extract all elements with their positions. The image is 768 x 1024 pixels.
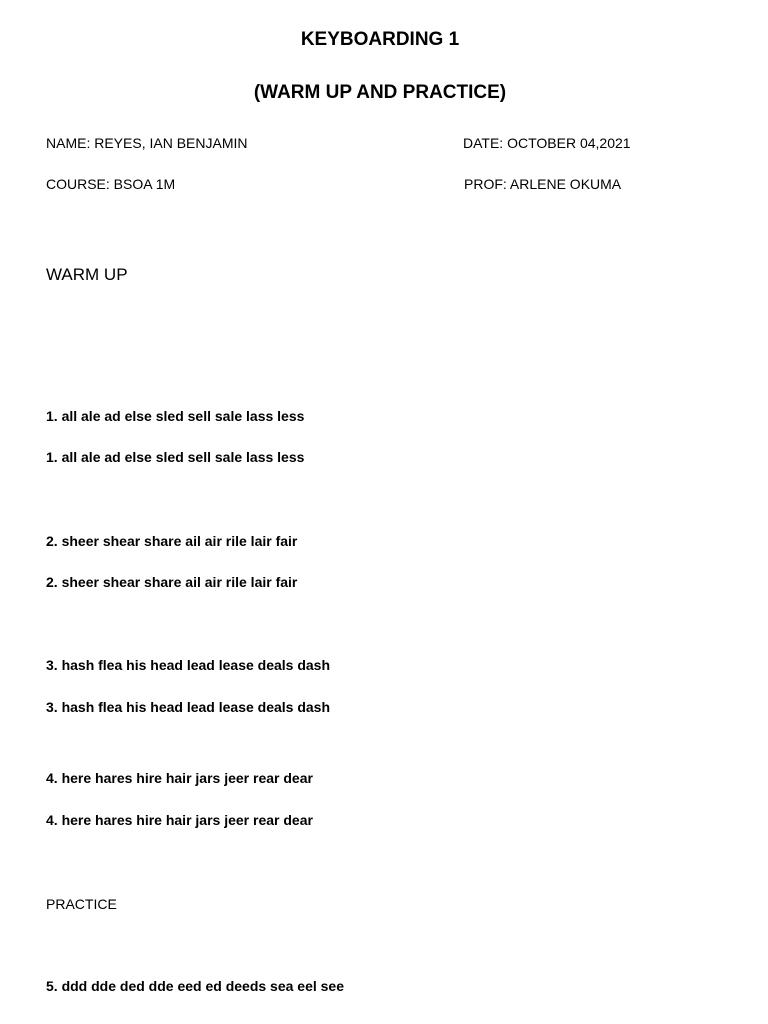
drill-line-3a: 3. hash flea his head lead lease deals dash [46,657,331,673]
warmup-heading: WARM UP [46,265,128,284]
drill-line-1b: 1. all ale ad else sled sell sale lass less [46,449,305,465]
submission-date: DATE: OCTOBER 04,2021 [463,135,631,151]
student-name: NAME: REYES, IAN BENJAMIN [46,135,248,151]
drill-line-4b: 4. here hares hire hair jars jeer rear dear [46,812,313,828]
drill-line-5: 5. ddd dde ded dde eed ed deeds sea eel see [46,978,344,994]
drill-line-2b: 2. sheer shear share ail air rile lair fair [46,574,298,590]
practice-heading: PRACTICE [46,896,117,912]
professor-label: PROF: ARLENE OKUMA [464,176,622,192]
course-label: COURSE: BSOA 1M [46,176,176,192]
document-title: KEYBOARDING 1 [300,29,460,50]
document-subtitle: (WARM UP AND PRACTICE) [253,82,507,103]
drill-line-4a: 4. here hares hire hair jars jeer rear dear [46,770,313,786]
drill-line-2a: 2. sheer shear share ail air rile lair fair [46,533,298,549]
drill-line-3b: 3. hash flea his head lead lease deals dash [46,699,331,715]
drill-line-1a: 1. all ale ad else sled sell sale lass less [46,408,305,424]
